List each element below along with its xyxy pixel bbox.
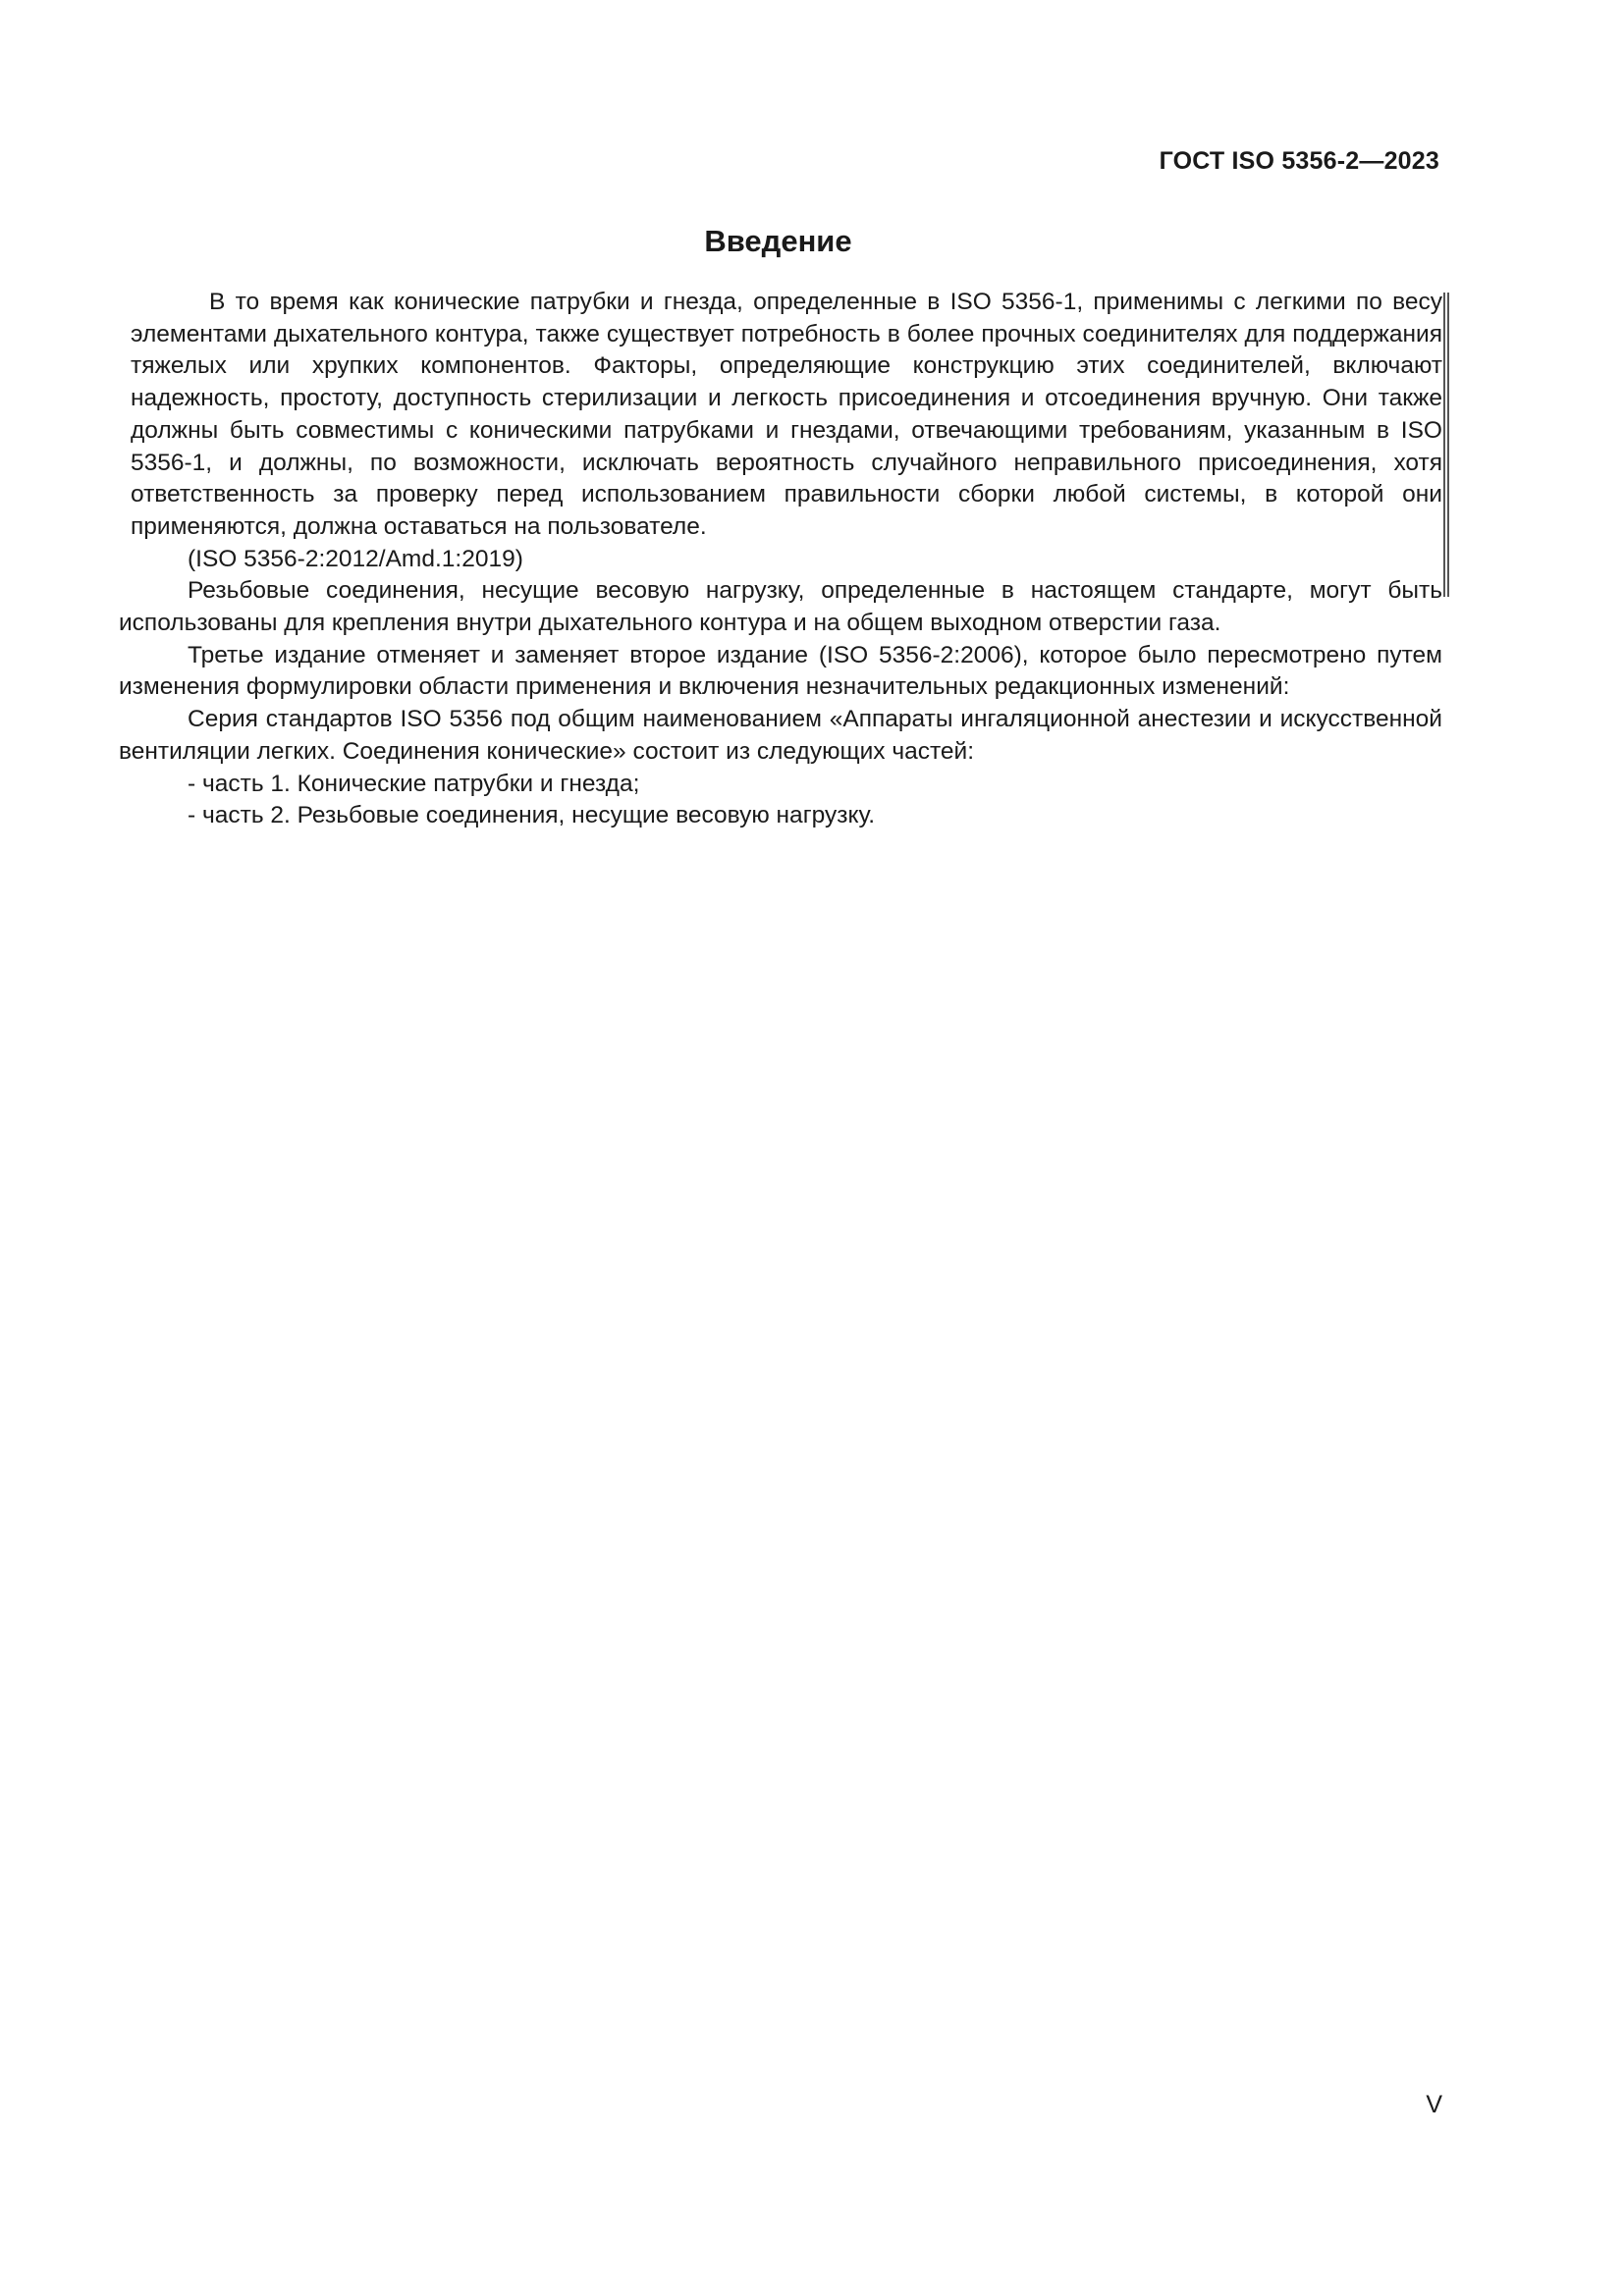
paragraph-series-description: Серия стандартов ISO 5356 под общим наименованием «Аппараты ингаляционной анестезии и искусственной вентиляции легких. Соединения конические» состоит из следующих частей: — [119, 706, 1442, 765]
paragraph-edition-note: Третье издание отменяет и заменяет второе издание (ISO 5356-2:2006), которое было пересмотрено путем изменения формулировки области применения и включения незначительных редакционных изменений: — [119, 641, 1442, 701]
document-header-id: ГОСТ ISO 5356-2—2023 — [1159, 147, 1439, 175]
list-item-part-2: - часть 2. Резьбовые соединения, несущие весовую нагрузку. — [188, 802, 876, 829]
list-item-part-1: - часть 1. Конические патрубки и гнезда; — [188, 770, 640, 797]
paragraph-reference: (ISO 5356-2:2012/Amd.1:2019) — [188, 545, 523, 572]
paragraph-intro: В то время как конические патрубки и гнезда, определенные в ISO 5356-1, применимы с легкими по весу элементами дыхательного контура, также существует потребность в более прочных соединителях для поддержания тяжелых или хрупких компонентов. Факторы, определяющие конструкцию этих соединителей, включают надежность, простоту, доступность стерилизации и легкость присоединения и отсоединения вручную. Они также должны быть совместимы с коническими патрубками и гнездами, отвечающими требованиям, указанным в ISO 5356-1, и должны, по возможности, исключать вероятность случайного неправильного присоединения, хотя ответственность за проверку перед использованием правильности сборки любой системы, в которой они применяются, должна оставаться на пользователе. — [131, 289, 1442, 540]
change-bar-marker — [1443, 293, 1449, 597]
page-number: V — [1426, 2091, 1442, 2118]
document-body — [119, 287, 1442, 832]
section-title: Введение — [704, 224, 852, 258]
paragraph-threaded-connections: Резьбовые соединения, несущие весовую нагрузку, определенные в настоящем стандарте, могут быть использованы для крепления внутри дыхательного контура и на общем выходном отверстии газа. — [119, 577, 1442, 637]
